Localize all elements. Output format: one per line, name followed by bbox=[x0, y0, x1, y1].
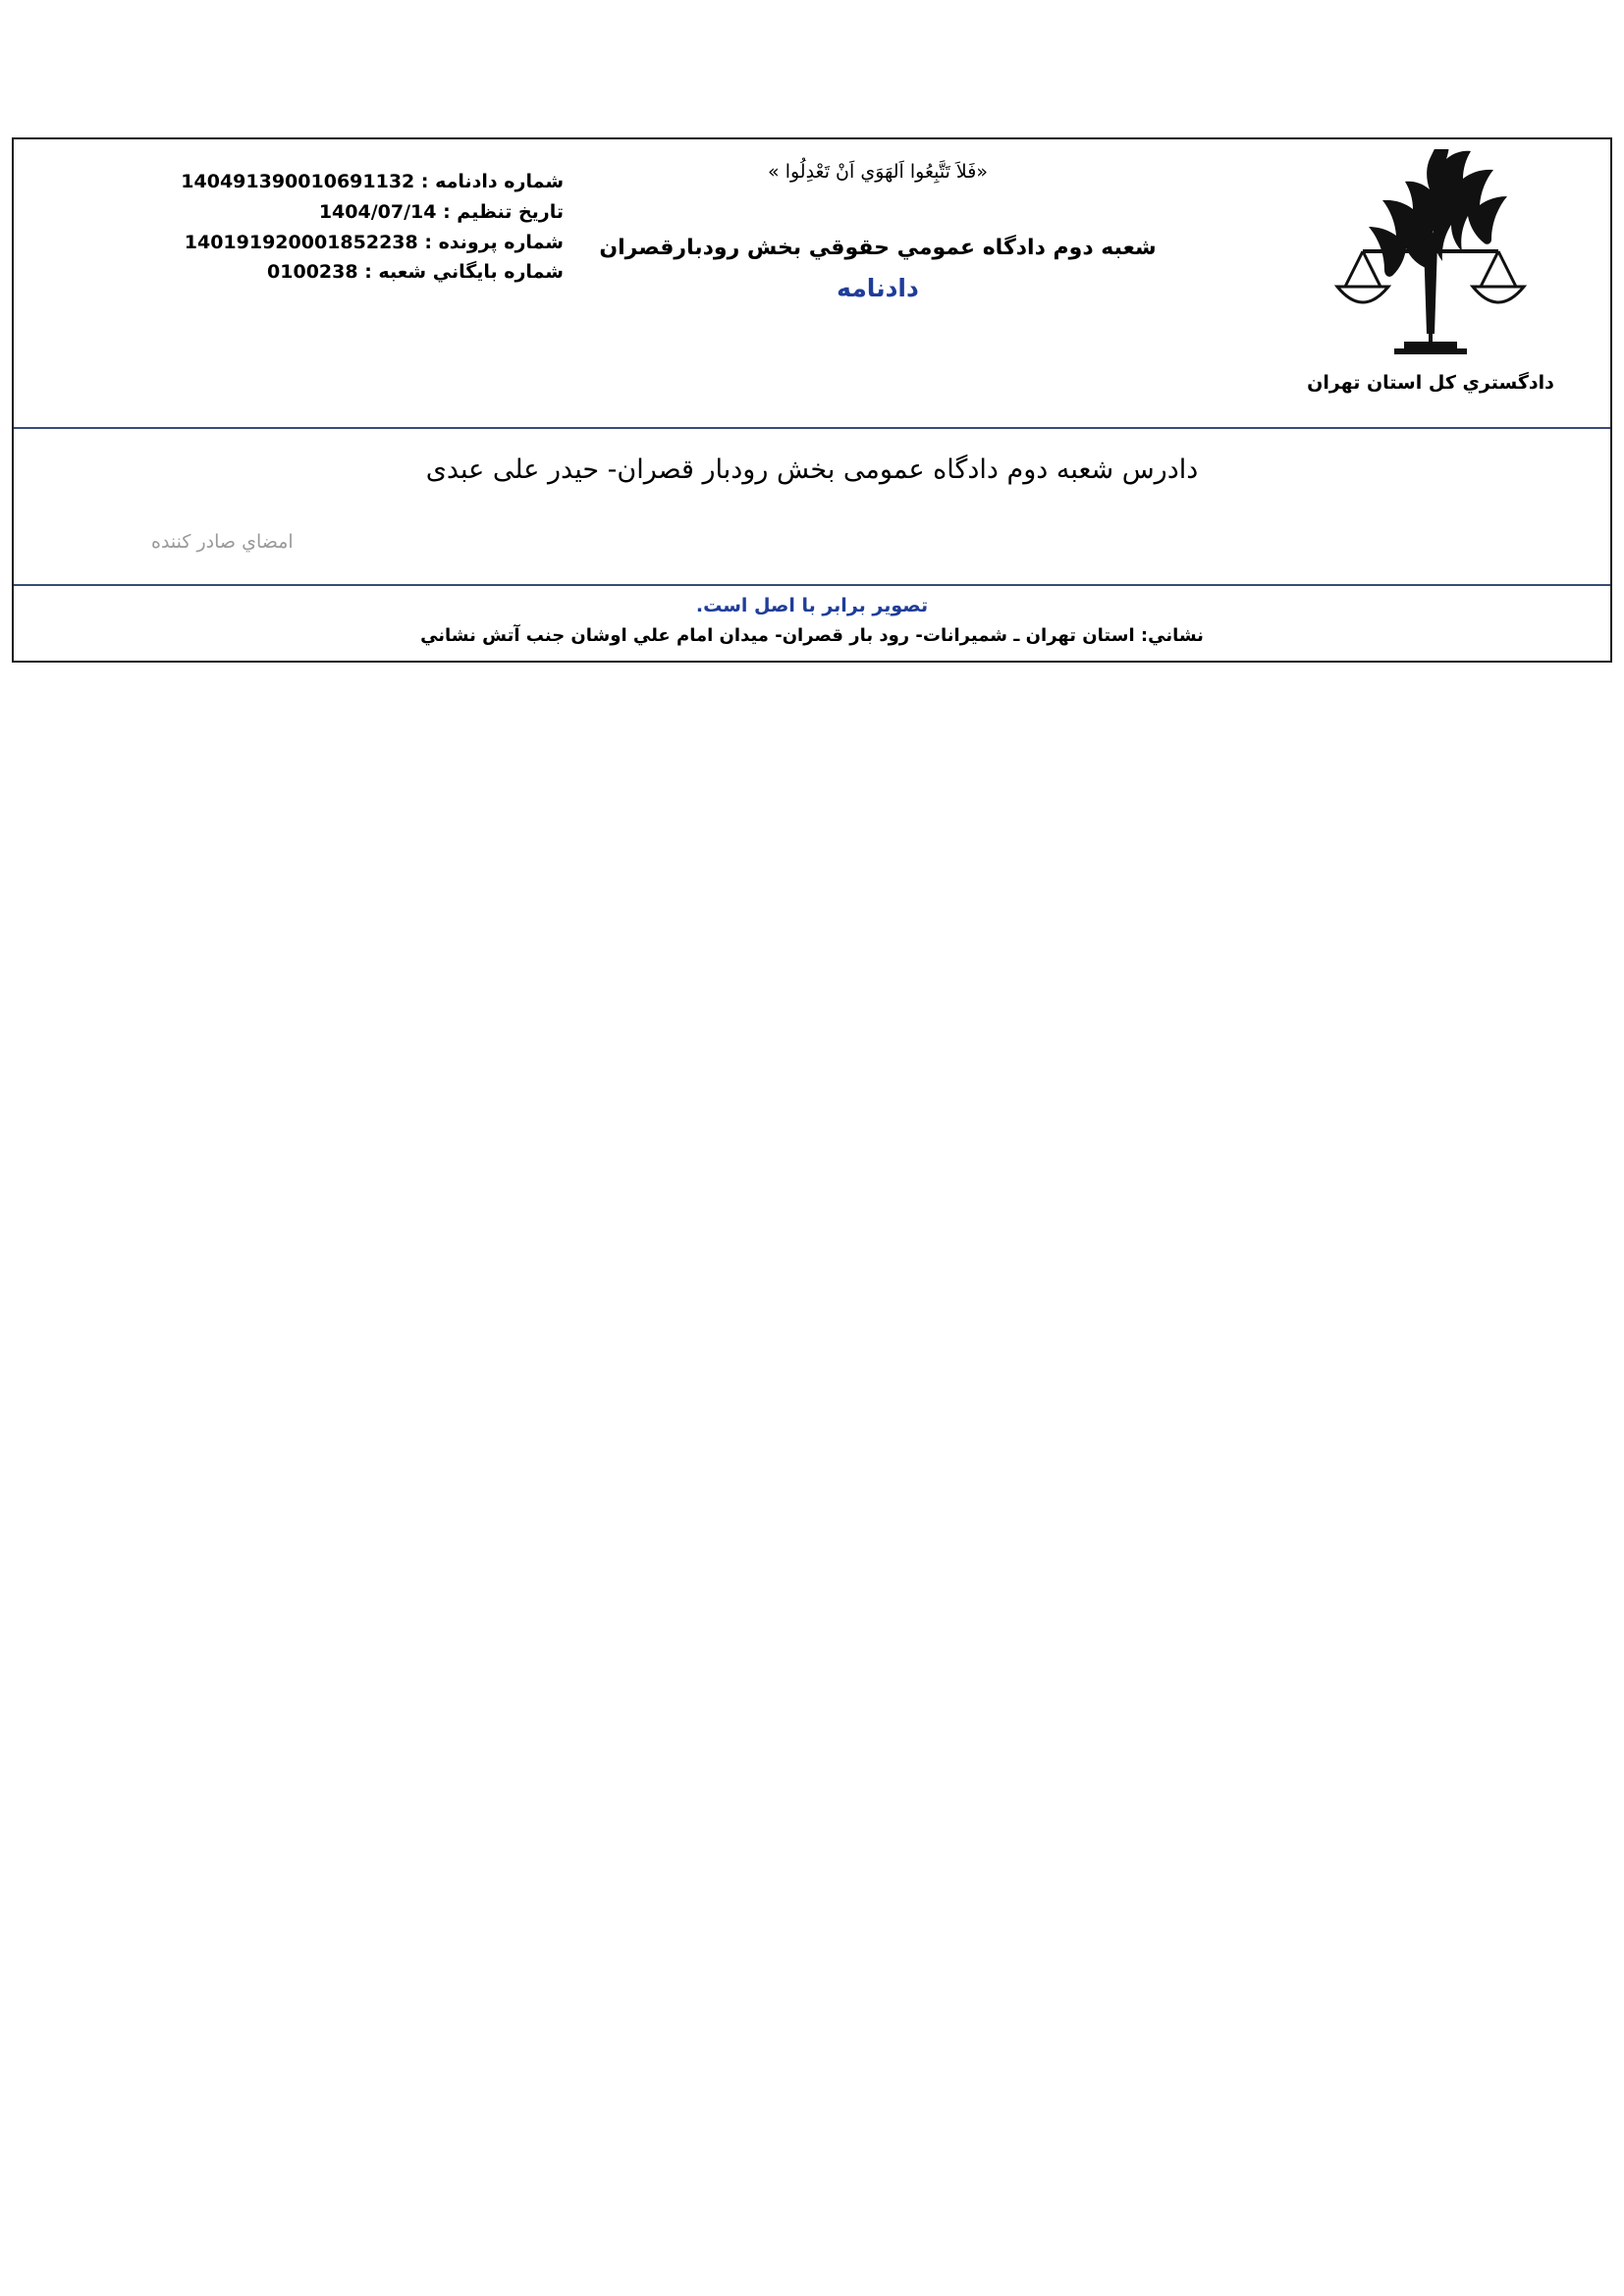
issuer-signature-label: امضاي صادر كننده bbox=[151, 531, 294, 553]
document-header bbox=[14, 139, 1610, 429]
organization-name: دادگستري كل استان تهران bbox=[1307, 372, 1554, 394]
iran-emblem-scales-icon bbox=[1269, 149, 1593, 370]
quran-verse: «فَلاَ تَتَّبِعُوا اَلهَوَي اَنْ تَعْدِلُوا » bbox=[768, 161, 988, 183]
meta-label: شماره دادنامه : bbox=[420, 171, 564, 192]
document-type-title: دادنامه bbox=[837, 274, 919, 302]
document-body bbox=[14, 429, 1610, 586]
document-footer bbox=[14, 586, 1610, 657]
header-center-column bbox=[564, 161, 1192, 302]
meta-value: 140191920001852238 bbox=[184, 231, 418, 253]
meta-row bbox=[151, 167, 564, 197]
court-branch-title: شعبه دوم دادگاه عمومي حقوقي بخش رودبارقصران bbox=[599, 236, 1157, 260]
court-address: نشاني: استان تهران ـ شميرانات- رود بار قصران- ميدان امام علي اوشان جنب آتش نشاني bbox=[420, 625, 1204, 646]
document-page bbox=[12, 137, 1612, 663]
meta-label: تاريخ تنظيم : bbox=[443, 200, 564, 223]
meta-label: شماره بايگاني شعبه : bbox=[364, 261, 564, 284]
meta-value: 1404/07/14 bbox=[318, 200, 437, 223]
meta-label: شماره پرونده : bbox=[424, 231, 564, 253]
meta-row bbox=[151, 257, 564, 288]
meta-value: 0100238 bbox=[267, 261, 358, 284]
document-meta bbox=[151, 167, 564, 288]
judge-title-line: دادرس شعبه دوم دادگاه عمومی بخش رودبار قصران- حیدر علی عبدی bbox=[425, 454, 1199, 485]
meta-value: 140491390010691132 bbox=[181, 171, 415, 192]
emblem-column bbox=[1269, 149, 1593, 424]
meta-row bbox=[151, 228, 564, 258]
certified-copy-note: تصویر برابر با اصل است. bbox=[695, 595, 929, 616]
meta-row bbox=[151, 197, 564, 228]
